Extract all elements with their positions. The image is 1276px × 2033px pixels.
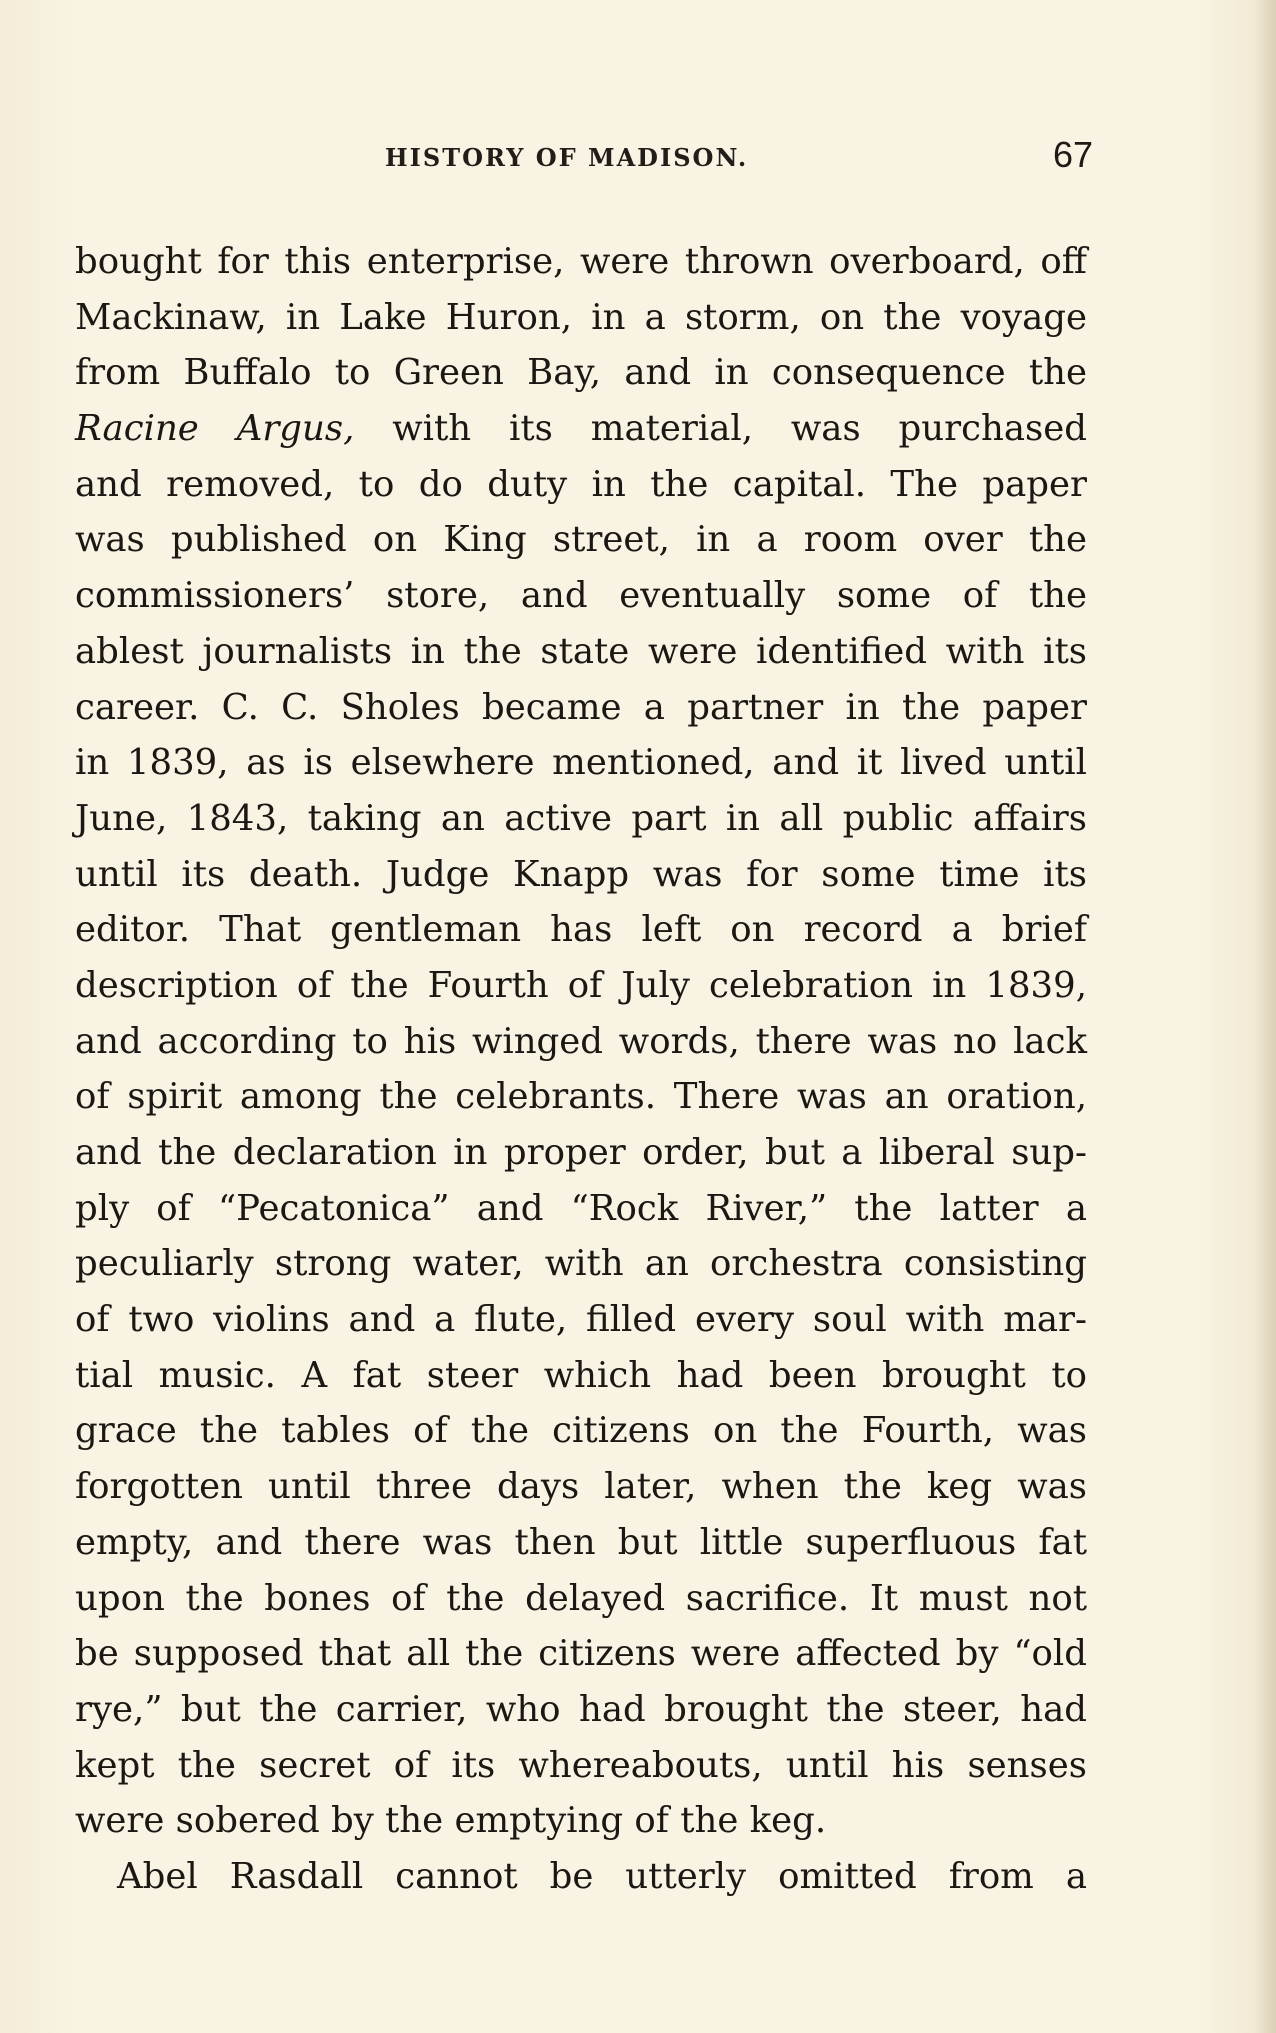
text-line: forgotten until three days later, when the keg was xyxy=(75,1466,1087,1508)
running-title: HISTORY OF MADISON. xyxy=(385,143,749,172)
text-line: tial music. A fat steer which had been brought to xyxy=(75,1354,1087,1396)
text-line: and removed, to do duty in the capital. The paper xyxy=(75,463,1087,505)
text-line xyxy=(75,401,1087,457)
text-line: peculiarly strong water, with an orchestra consisting xyxy=(75,1243,1087,1285)
page-edge-shadow xyxy=(1254,0,1276,2033)
text-line-rest: with its material, was purchased xyxy=(354,408,1087,450)
page-number: 67 xyxy=(1053,134,1094,175)
text-line: until its death. Judge Knapp was for some time its xyxy=(75,853,1087,895)
text-line: career. C. C. Sholes became a partner in the paper xyxy=(75,686,1087,728)
text-line: ablest journalists in the state were identified with its xyxy=(75,630,1087,672)
text-line: in 1839, as is elsewhere mentioned, and it lived until xyxy=(75,742,1087,784)
italic-title: Racine Argus, xyxy=(75,408,355,450)
text-line: were sobered by the emptying of the keg. xyxy=(75,1800,827,1842)
text-line: commissioners’ store, and eventually some of the xyxy=(75,575,1087,617)
text-line: Mackinaw, in Lake Huron, in a storm, on the voyage xyxy=(75,296,1087,338)
text-line: from Buffalo to Green Bay, and in consequence the xyxy=(75,352,1087,394)
text-line: and the declaration in proper order, but a liberal sup- xyxy=(75,1132,1087,1173)
text-line: empty, and there was then but little superfluous fat xyxy=(75,1521,1087,1563)
text-line: rye,” but the carrier, who had brought the steer, had xyxy=(75,1688,1087,1730)
text-line: editor. That gentleman has left on record a brief xyxy=(75,909,1087,951)
text-line: upon the bones of the delayed sacrifice. It must not xyxy=(75,1577,1087,1619)
text-line: ply of “Pecatonica” and “Rock River,” the latter a xyxy=(75,1187,1087,1229)
text-line: Abel Rasdall cannot be utterly omitted from a xyxy=(117,1855,1087,1897)
text-line: be supposed that all the citizens were affected by “old xyxy=(75,1633,1087,1675)
text-line: bought for this enterprise, were thrown overboard, off xyxy=(75,241,1087,282)
text-line: grace the tables of the citizens on the Fourth, was xyxy=(75,1410,1087,1452)
text-line: of two violins and a flute, filled every soul with mar- xyxy=(75,1299,1087,1341)
body-text xyxy=(75,234,1087,1905)
text-line: June, 1843, taking an active part in all public affairs xyxy=(75,797,1087,839)
text-line: was published on King street, in a room over the xyxy=(75,519,1087,561)
text-line: description of the Fourth of July celebration in 1839, xyxy=(75,964,1087,1006)
text-line: and according to his winged words, there was no lack xyxy=(75,1020,1087,1062)
text-line: of spirit among the celebrants. There was an oration, xyxy=(75,1076,1087,1118)
text-line: kept the secret of its whereabouts, until his senses xyxy=(75,1744,1087,1786)
